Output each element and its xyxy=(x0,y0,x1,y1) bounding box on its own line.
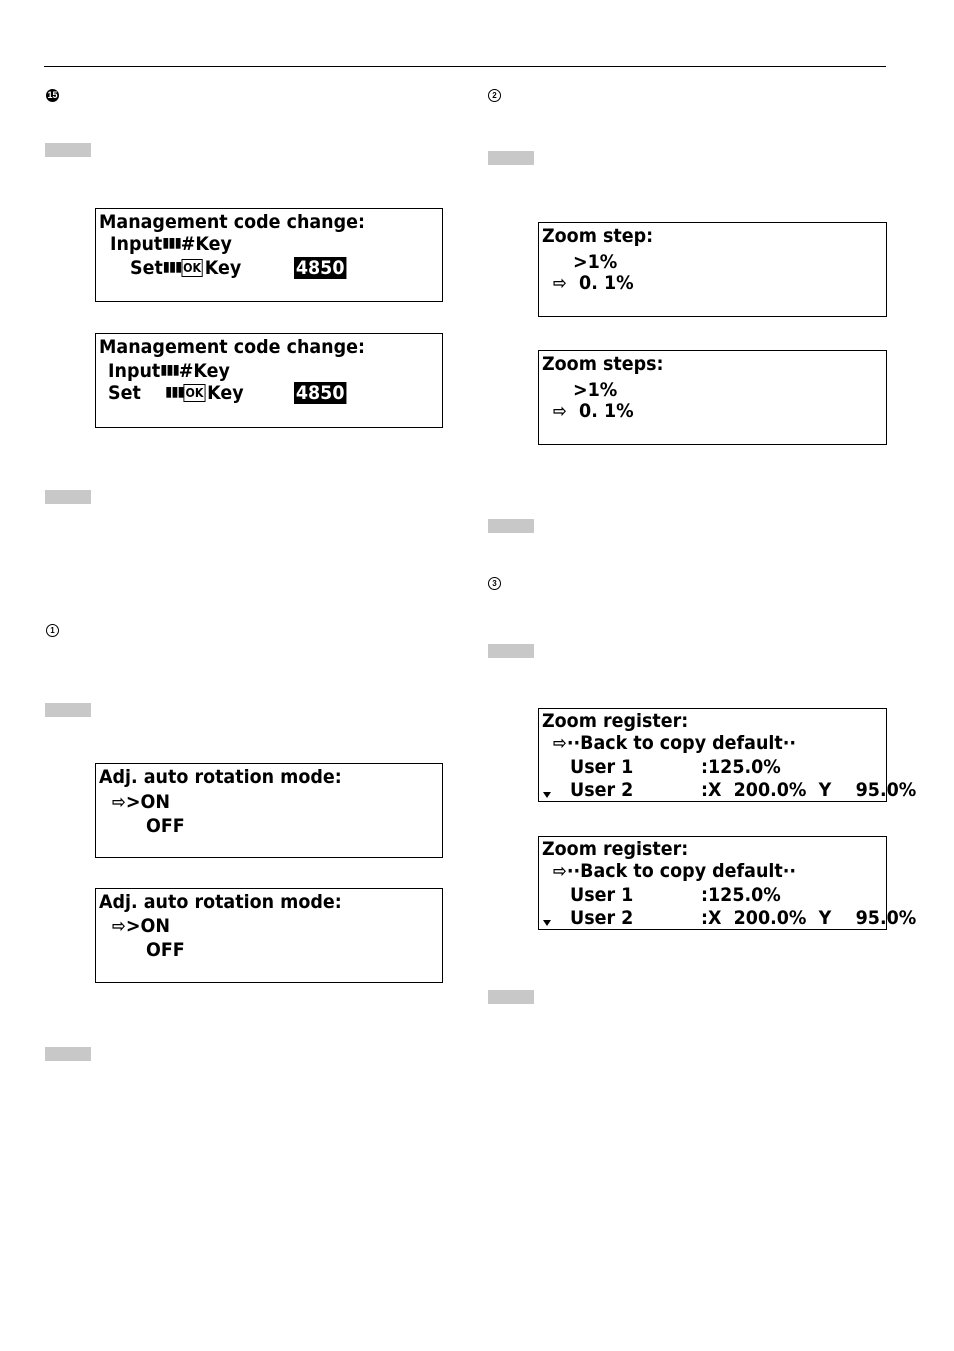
note-tab xyxy=(488,519,534,533)
lcd-user1-label: User 1 xyxy=(570,756,634,778)
lcd-option-1: >1% xyxy=(573,251,618,273)
lcd-set-row: Set ▮▮▮ OK Key xyxy=(108,382,244,404)
scroll-down-icon xyxy=(543,920,551,926)
lcd-input-row: Input▮▮▮#Key xyxy=(108,360,230,382)
lcd-title: Management code change: xyxy=(99,211,365,233)
lcd-user2-label: User 2 xyxy=(570,907,634,929)
dots-icon: ▮▮▮ xyxy=(162,259,182,275)
lcd-user1-value: :125.0% xyxy=(701,756,781,778)
dots-icon: ▮▮▮ xyxy=(165,384,184,400)
cursor-arrow-icon: ⇨ xyxy=(553,861,567,882)
note-tab xyxy=(488,644,534,658)
lcd-rotation-mode-2 xyxy=(95,888,443,983)
dots-icon: ▮▮▮ xyxy=(162,235,181,251)
lcd-title: Adj. auto rotation mode: xyxy=(99,766,342,788)
lcd-back-option: ⇨··Back to copy default·· xyxy=(553,860,797,882)
item-marker-2: 2 xyxy=(488,89,501,102)
note-tab xyxy=(488,151,534,165)
header-rule xyxy=(44,66,886,67)
lcd-option-on: ⇨>ON xyxy=(112,915,171,937)
lcd-set-row: Set▮▮▮ OK Key xyxy=(130,257,242,279)
note-tab xyxy=(45,703,91,717)
lcd-option-off: OFF xyxy=(146,815,185,837)
lcd-title: Zoom step: xyxy=(542,225,654,247)
lcd-option-off: OFF xyxy=(146,939,185,961)
cursor-arrow-icon: ⇨ xyxy=(112,916,126,937)
note-tab xyxy=(45,490,91,504)
lcd-management-code-2 xyxy=(95,333,443,428)
lcd-zoom-step xyxy=(538,222,887,317)
cursor-arrow-icon: ⇨ xyxy=(553,733,567,754)
ok-key-icon: OK xyxy=(183,261,202,275)
lcd-user2-label: User 2 xyxy=(570,779,634,801)
lcd-option-2: ⇨ 0. 1% xyxy=(553,272,634,294)
lcd-zoom-register-2 xyxy=(538,836,917,930)
lcd-title: Adj. auto rotation mode: xyxy=(99,891,342,913)
lcd-management-code-1 xyxy=(95,208,443,302)
lcd-title: Zoom steps: xyxy=(542,353,664,375)
lcd-title: Zoom register: xyxy=(542,710,689,732)
note-tab xyxy=(45,143,91,157)
lcd-title: Management code change: xyxy=(99,336,365,358)
note-tab xyxy=(488,990,534,1004)
lcd-back-option: ⇨··Back to copy default·· xyxy=(553,732,797,754)
lcd-user2-value: :X 200.0% Y 95.0% xyxy=(701,779,917,801)
cursor-arrow-icon: ⇨ xyxy=(553,401,567,422)
lcd-zoom-steps xyxy=(538,350,887,445)
note-tab xyxy=(45,1047,91,1061)
scroll-down-icon xyxy=(543,792,551,798)
lcd-title: Zoom register: xyxy=(542,838,689,860)
lcd-code-value: 4850 xyxy=(295,382,345,404)
lcd-option-1: >1% xyxy=(573,379,618,401)
lcd-user1-value: :125.0% xyxy=(701,884,781,906)
lcd-option-2: ⇨ 0. 1% xyxy=(553,400,634,422)
lcd-rotation-mode-1 xyxy=(95,763,443,858)
step-marker-15: 15 xyxy=(47,90,58,100)
cursor-arrow-icon: ⇨ xyxy=(553,273,567,294)
cursor-arrow-icon: ⇨ xyxy=(112,792,126,813)
dots-icon: ▮▮▮ xyxy=(160,362,179,378)
ok-key-icon: OK xyxy=(185,386,204,400)
item-marker-3: 3 xyxy=(488,577,501,590)
lcd-option-on: ⇨>ON xyxy=(112,791,171,813)
lcd-user1-label: User 1 xyxy=(570,884,634,906)
lcd-input-row: Input▮▮▮#Key xyxy=(110,233,232,255)
lcd-code-value: 4850 xyxy=(295,257,345,279)
lcd-user2-value: :X 200.0% Y 95.0% xyxy=(701,907,917,929)
item-marker-1: 1 xyxy=(46,624,59,637)
lcd-zoom-register-1 xyxy=(538,708,917,802)
